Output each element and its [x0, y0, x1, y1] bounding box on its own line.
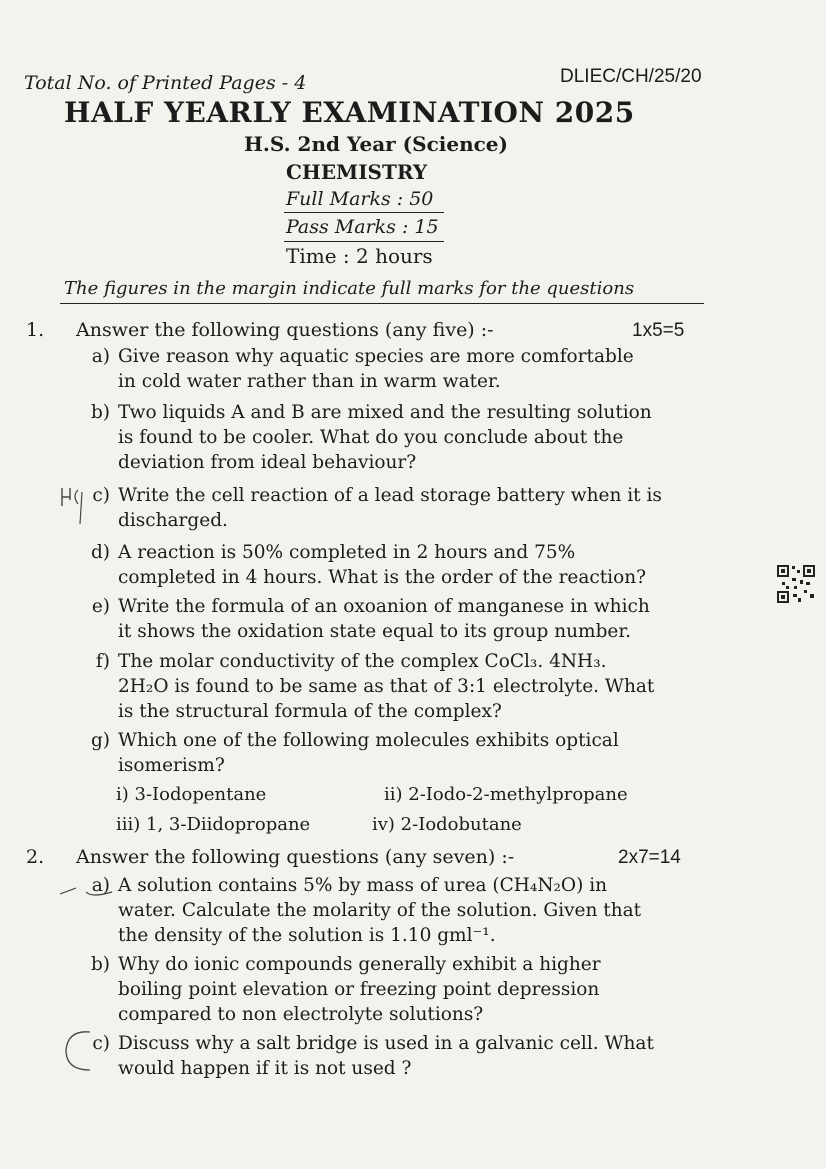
part-line: Give reason why aquatic species are more comfortable — [118, 346, 634, 367]
part-line: Which one of the following molecules exhibits optical — [118, 730, 619, 751]
option: i) 3-Iodopentane — [116, 784, 267, 805]
instruction-note: The figures in the margin indicate full marks for the questions — [64, 278, 635, 299]
divider — [284, 212, 444, 213]
part-line: is the structural formula of the complex? — [118, 701, 502, 722]
part-line: Write the cell reaction of a lead storage battery when it is — [118, 485, 662, 506]
total-pages-label: Total No. of Printed Pages - 4 — [24, 72, 307, 94]
full-marks-label: Full Marks : 50 — [286, 188, 434, 210]
qr-code-icon — [776, 564, 816, 604]
part-line: it shows the oxidation state equal to its group number. — [118, 621, 632, 642]
part-label: b) — [90, 402, 110, 423]
divider — [284, 241, 444, 242]
part-line: compared to non electrolyte solutions? — [118, 1004, 484, 1025]
class-label: H.S. 2nd Year (Science) — [244, 132, 508, 156]
part-line: isomerism? — [118, 755, 225, 776]
part-line: would happen if it is not used ? — [118, 1058, 412, 1079]
part-line: 2H₂O is found to be same as that of 3:1 electrolyte. What — [118, 676, 655, 697]
part-line: A solution contains 5% by mass of urea (CH₄N₂O) in — [118, 875, 608, 896]
question-number: 2. — [26, 846, 45, 868]
header-rule — [60, 303, 704, 304]
part-label: c) — [92, 485, 110, 506]
part-line: Discuss why a salt bridge is used in a galvanic cell. What — [118, 1033, 654, 1054]
part-line: The molar conductivity of the complex CoCl₃. 4NH₃. — [118, 651, 607, 672]
part-label: c) — [92, 1033, 110, 1054]
part-line: discharged. — [118, 510, 228, 531]
part-line: water. Calculate the molarity of the solution. Given that — [118, 900, 642, 921]
part-line: Two liquids A and B are mixed and the resulting solution — [118, 402, 652, 423]
option: iv) 2-Iodobutane — [372, 814, 522, 835]
part-line: Write the formula of an oxoanion of manganese in which — [118, 596, 650, 617]
pen-mark-icon — [58, 484, 86, 524]
part-label: f) — [95, 651, 110, 672]
question-number: 1. — [26, 319, 45, 341]
pen-tick-icon — [40, 872, 120, 902]
part-label: g) — [90, 730, 110, 751]
exam-title: HALF YEARLY EXAMINATION 2025 — [64, 96, 635, 129]
part-line: boiling point elevation or freezing point depression — [118, 979, 600, 1000]
part-label: e) — [91, 596, 110, 617]
question-2-heading — [0, 845, 826, 870]
time-label: Time : 2 hours — [286, 244, 433, 268]
question-marks: 2x7=14 — [618, 847, 681, 868]
question-text: Answer the following questions (any five) :- — [76, 319, 494, 341]
part-line: Why do ionic compounds generally exhibit a higher — [118, 954, 601, 975]
question-text: Answer the following questions (any seven) :- — [76, 846, 515, 868]
part-line: completed in 4 hours. What is the order of the reaction? — [118, 567, 647, 588]
pass-marks-label: Pass Marks : 15 — [286, 216, 439, 238]
part-label: d) — [90, 542, 110, 563]
part-line: deviation from ideal behaviour? — [118, 452, 417, 473]
part-line: is found to be cooler. What do you conclude about the — [118, 427, 624, 448]
part-label: a) — [91, 346, 110, 367]
option: iii) 1, 3-Diidopropane — [116, 814, 311, 835]
part-line: A reaction is 50% completed in 2 hours and 75% — [118, 542, 576, 563]
part-line: the density of the solution is 1.10 gml⁻¹. — [118, 925, 496, 946]
question-1-heading — [0, 318, 826, 343]
pen-circle-icon — [60, 1028, 110, 1074]
paper-code: DLIEC/CH/25/20 — [560, 66, 702, 87]
part-label: a) — [91, 875, 110, 896]
subject-label: CHEMISTRY — [286, 160, 428, 184]
part-line: in cold water rather than in warm water. — [118, 371, 501, 392]
question-marks: 1x5=5 — [632, 320, 685, 341]
option: ii) 2-Iodo-2-methylpropane — [384, 784, 628, 805]
part-label: b) — [90, 954, 110, 975]
